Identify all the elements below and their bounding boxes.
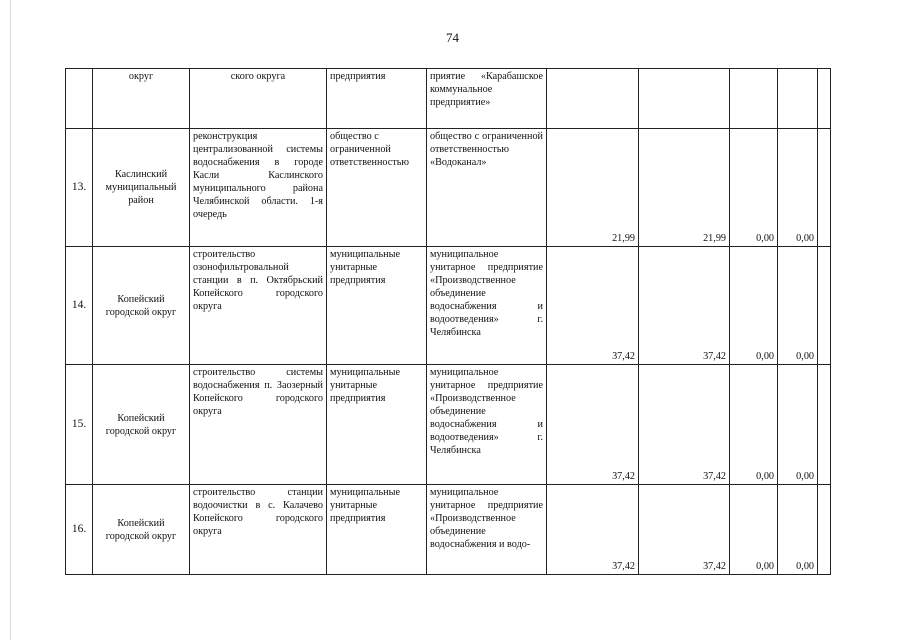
- value-2-cell: 37,42: [639, 485, 730, 575]
- row-number: [66, 69, 93, 129]
- empty-cell: [818, 485, 831, 575]
- table-row: [66, 485, 831, 575]
- municipality-cell: Копейский городской округ: [93, 247, 190, 365]
- operator-cell: муниципальное унитарное предприятие «Производственное объединение водоснабжения и водо-: [427, 485, 547, 575]
- row-number: 15.: [66, 365, 93, 485]
- value-4-cell: 0,00: [778, 485, 818, 575]
- owner-cell: муниципальные унитарные предприятия: [327, 485, 427, 575]
- value-3-cell: 0,00: [730, 247, 778, 365]
- data-table: [65, 68, 831, 575]
- value-3-cell: 0,00: [730, 485, 778, 575]
- value-1-cell: 37,42: [547, 247, 639, 365]
- value-2-cell: [639, 69, 730, 129]
- value-3-cell: 0,00: [730, 129, 778, 247]
- row-number: 16.: [66, 485, 93, 575]
- object-cell: ского округа: [190, 69, 327, 129]
- operator-cell: муниципальное унитарное предприятие «Производственное объединение водоснабжения и водоотведения» г. Челябинска: [427, 365, 547, 485]
- table-row: [66, 69, 831, 129]
- operator-cell: общество с ограниченной ответственностью «Водоканал»: [427, 129, 547, 247]
- value-4-cell: 0,00: [778, 129, 818, 247]
- value-4-cell: 0,00: [778, 247, 818, 365]
- value-3-cell: 0,00: [730, 365, 778, 485]
- value-2-cell: 37,42: [639, 365, 730, 485]
- row-number: 14.: [66, 247, 93, 365]
- value-4-cell: [778, 69, 818, 129]
- value-1-cell: 37,42: [547, 485, 639, 575]
- value-1-cell: 21,99: [547, 129, 639, 247]
- table-row: [66, 365, 831, 485]
- empty-cell: [818, 69, 831, 129]
- value-3-cell: [730, 69, 778, 129]
- owner-cell: муниципальные унитарные предприятия: [327, 247, 427, 365]
- owner-cell: предприятия: [327, 69, 427, 129]
- table-row: [66, 129, 831, 247]
- empty-cell: [818, 365, 831, 485]
- municipality-cell: округ: [93, 69, 190, 129]
- owner-cell: общество с ограниченной ответственностью: [327, 129, 427, 247]
- operator-cell: муниципальное унитарное предприятие «Производственное объединение водоснабжения и водоотведения» г. Челябинска: [427, 247, 547, 365]
- municipality-cell: Копейский городской округ: [93, 485, 190, 575]
- value-2-cell: 37,42: [639, 247, 730, 365]
- value-1-cell: [547, 69, 639, 129]
- object-cell: строительство станции водоочистки в с. Калачево Копейского городского округа: [190, 485, 327, 575]
- table-row: [66, 247, 831, 365]
- value-4-cell: 0,00: [778, 365, 818, 485]
- municipality-cell: Каслинский муниципальный район: [93, 129, 190, 247]
- owner-cell: муниципальные унитарные предприятия: [327, 365, 427, 485]
- operator-cell: приятие «Карабашское коммунальное предприятие»: [427, 69, 547, 129]
- page-number: 74: [446, 30, 459, 45]
- object-cell: строительство системы водоснабжения п. Заозерный Копейского городского округа: [190, 365, 327, 485]
- value-1-cell: 37,42: [547, 365, 639, 485]
- empty-cell: [818, 247, 831, 365]
- municipality-cell: Копейский городской округ: [93, 365, 190, 485]
- scan-edge-line: [10, 0, 11, 640]
- empty-cell: [818, 129, 831, 247]
- value-2-cell: 21,99: [639, 129, 730, 247]
- object-cell: строительство озонофильтровальной станции в п. Октябрьский Копейского городского округа: [190, 247, 327, 365]
- row-number: 13.: [66, 129, 93, 247]
- object-cell: реконструкция централизованной системы водоснабжения в городе Касли Каслинского муниципального района Челябинской области. 1-я очередь: [190, 129, 327, 247]
